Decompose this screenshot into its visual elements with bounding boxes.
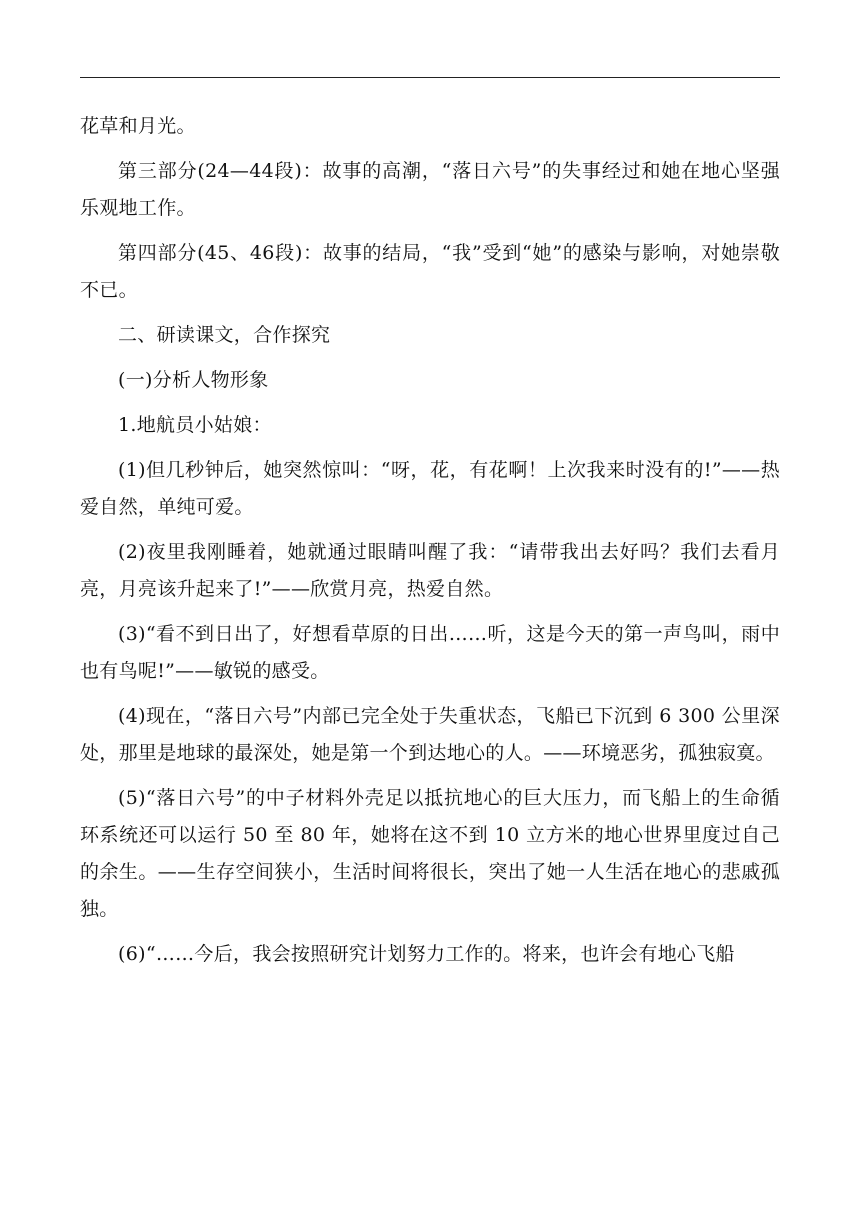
subsection-heading: (一)分析人物形象 (118, 369, 269, 391)
paragraph: (2)夜里我刚睡着，她就通过眼睛叫醒了我：“请带我出去好吗？我们去看月亮，月亮该升起来了!”——欣赏月亮，热爱自然。 (80, 541, 780, 600)
document-body (80, 108, 780, 981)
paragraph: (5)“落日六号”的中子材料外壳足以抵抗地心的巨大压力，而飞船上的生命循环系统还可以运行 50 至 80 年，她将在这不到 10 立方米的地心世界里度过自己的余生。——生存空间狭小，生活时间将很长，突出了她一人生活在地心的悲戚孤独。 (80, 787, 780, 920)
item-heading: 1.地航员小姑娘： (118, 414, 272, 436)
paragraph: (6)“……今后，我会按照研究计划努力工作的。将来，也许会有地心飞船 (118, 943, 735, 965)
paragraph: (3)“看不到日出了，好想看草原的日出……听，这是今天的第一声鸟叫，雨中也有鸟呢!”——敏锐的感受。 (80, 623, 780, 682)
paragraph: 第三部分(24—44段)：故事的高潮，“落日六号”的失事经过和她在地心坚强乐观地工作。 (80, 160, 780, 219)
paragraph: 第四部分(45、46段)：故事的结局，“我”受到“她”的感染与影响，对她崇敬不已。 (80, 242, 780, 301)
paragraph: (4)现在，“落日六号”内部已完全处于失重状态，飞船已下沉到 6 300 公里深处，那里是地球的最深处，她是第一个到达地心的人。——环境恶劣，孤独寂寞。 (80, 705, 780, 764)
section-heading: 二、研读课文，合作探究 (118, 324, 331, 346)
header-rule (80, 77, 780, 78)
paragraph: (1)但几秒钟后，她突然惊叫：“呀，花，有花啊！上次我来时没有的!”——热爱自然，单纯可爱。 (80, 459, 780, 518)
paragraph: 花草和月光。 (80, 115, 196, 137)
